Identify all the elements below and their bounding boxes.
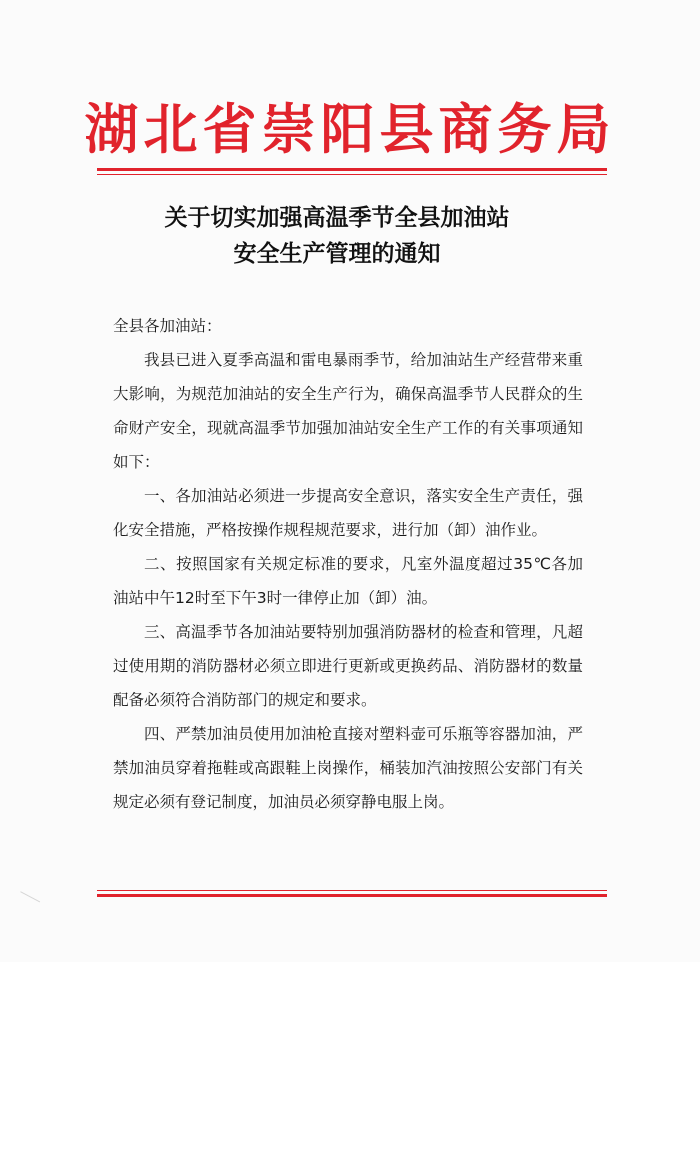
salutation: 全县各加油站： xyxy=(113,317,222,335)
document-body xyxy=(113,309,583,819)
paragraph-item-3: 三、高温季节各加油站要特别加强消防器材的检查和管理，凡超过使用期的消防器材必须立即进行更新或更换药品、消防器材的数量配备必须符合消防部门的规定和要求。 xyxy=(113,623,583,709)
paragraph-intro: 我县已进入夏季高温和雷电暴雨季节，给加油站生产经营带来重大影响，为规范加油站的安全生产行为，确保高温季节人民群众的生命财产安全，现就高温季节加强加油站安全生产工作的有关事项通知如下： xyxy=(113,351,583,471)
scan-smudge xyxy=(20,881,46,903)
letterhead-org-name: 湖北省崇阳县商务局 xyxy=(84,97,616,161)
document-title xyxy=(0,200,674,272)
paragraph-item-1: 一、各加油站必须进一步提高安全意识，落实安全生产责任，强化安全措施，严格按操作规程规范要求，进行加（卸）油作业。 xyxy=(113,487,583,539)
letterhead-rule-thick xyxy=(97,168,607,171)
letterhead-rule-thin xyxy=(97,174,607,175)
document-title-line-2: 安全生产管理的通知 xyxy=(233,240,441,267)
footer-rule-thick xyxy=(97,894,607,897)
paragraph-item-2: 二、按照国家有关规定标准的要求，凡室外温度超过35℃各加油站中午12时至下午3时一律停止加（卸）油。 xyxy=(113,555,583,607)
footer-rule-thin xyxy=(97,890,607,891)
paragraph-item-4: 四、严禁加油员使用加油枪直接对塑料壶可乐瓶等容器加油，严禁加油员穿着拖鞋或高跟鞋上岗操作，桶装加汽油按照公安部门有关规定必须有登记制度，加油员必须穿静电服上岗。 xyxy=(113,725,583,811)
document-title-line-1: 关于切实加强高温季节全县加油站 xyxy=(164,204,510,231)
